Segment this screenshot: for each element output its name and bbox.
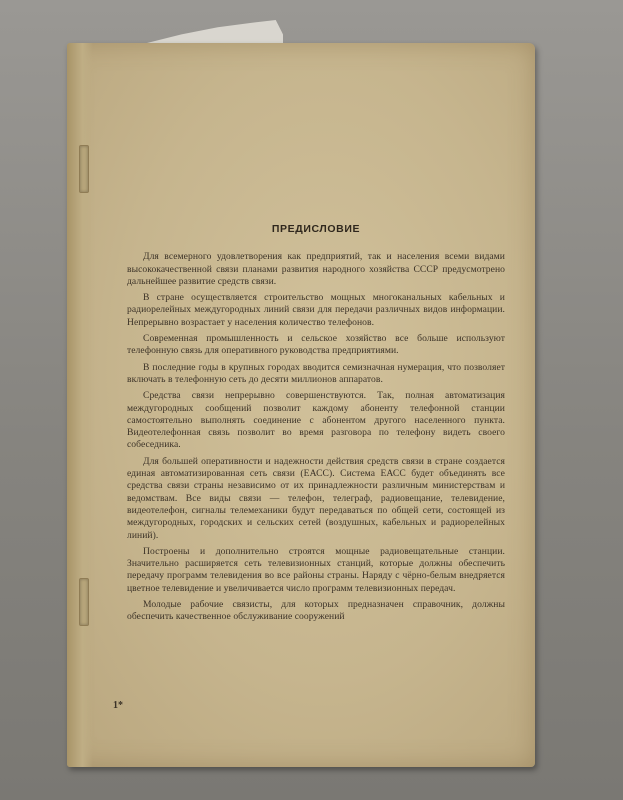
paragraph-4: В последние годы в крупных городах вводится семизначная нумерация, что позволяет включать в телефонную сеть до десяти миллионов аппаратов. [127, 361, 505, 385]
signature-mark: 1* [113, 700, 123, 711]
paragraph-1: Для всемерного удовлетворения как предприятий, так и населения всеми видами высококачественной связи планами развития народного хозяйства СССР предусмотрено дальнейшее развитие средств связи. [127, 251, 505, 287]
paragraph-3: Современная промышленность и сельское хозяйство все больше используют телефонную связь для оперативного руководства предприятиями. [127, 333, 505, 357]
paragraph-5: Средства связи непрерывно совершенствуются. Так, полная автоматизация междугородных сообщений позволит каждому абоненту телефонной станции самостоятельно выполнять соединение с абонентом другого населенного пункта. Видеотелефонная связь позволит во время разговора по телефону видеть своего собеседника. [127, 390, 505, 451]
paragraph-7: Построены и дополнительно строятся мощные радиовещательные станции. Значительно расширяется сеть телевизионных станций, которые должны обеспечить передачу программ телевидения во все районы страны. Наряду с чёрно-белым внедряется цветное телевидение и увеличивается число программ телевизионных передач. [127, 545, 505, 594]
book-page [67, 43, 535, 767]
staple-bottom [79, 578, 89, 626]
preface-heading: ПРЕДИСЛОВИЕ [271, 223, 361, 235]
staple-top [79, 145, 89, 193]
preface-text [127, 223, 505, 628]
paragraph-8: Молодые рабочие связисты, для которых предназначен справочник, должны обеспечить качественное обслуживание сооружений [127, 599, 505, 623]
paragraph-6: Для большей оперативности и надежности действия средств связи в стране создается единая автоматизированная сеть связи (ЕАСС). Система ЕАСС будет объединять все средства связи страны независимо от их принадлежности различным министерствам и ведомствам. Все виды связи — телефон, телеграф, радиовещание, телевидение, видеотелефон, сигналы телемеханики будут передаваться по общей сети, состоящей из междугородных, городских и сельских сетей (воздушных, кабельных и радиорелейных линий). [127, 455, 505, 541]
paragraph-2: В стране осуществляется строительство мощных многоканальных кабельных и радиорелейных междугородных линий связи для передачи различных видов информации. Непрерывно возрастает у населения количество телефонов. [127, 292, 505, 328]
